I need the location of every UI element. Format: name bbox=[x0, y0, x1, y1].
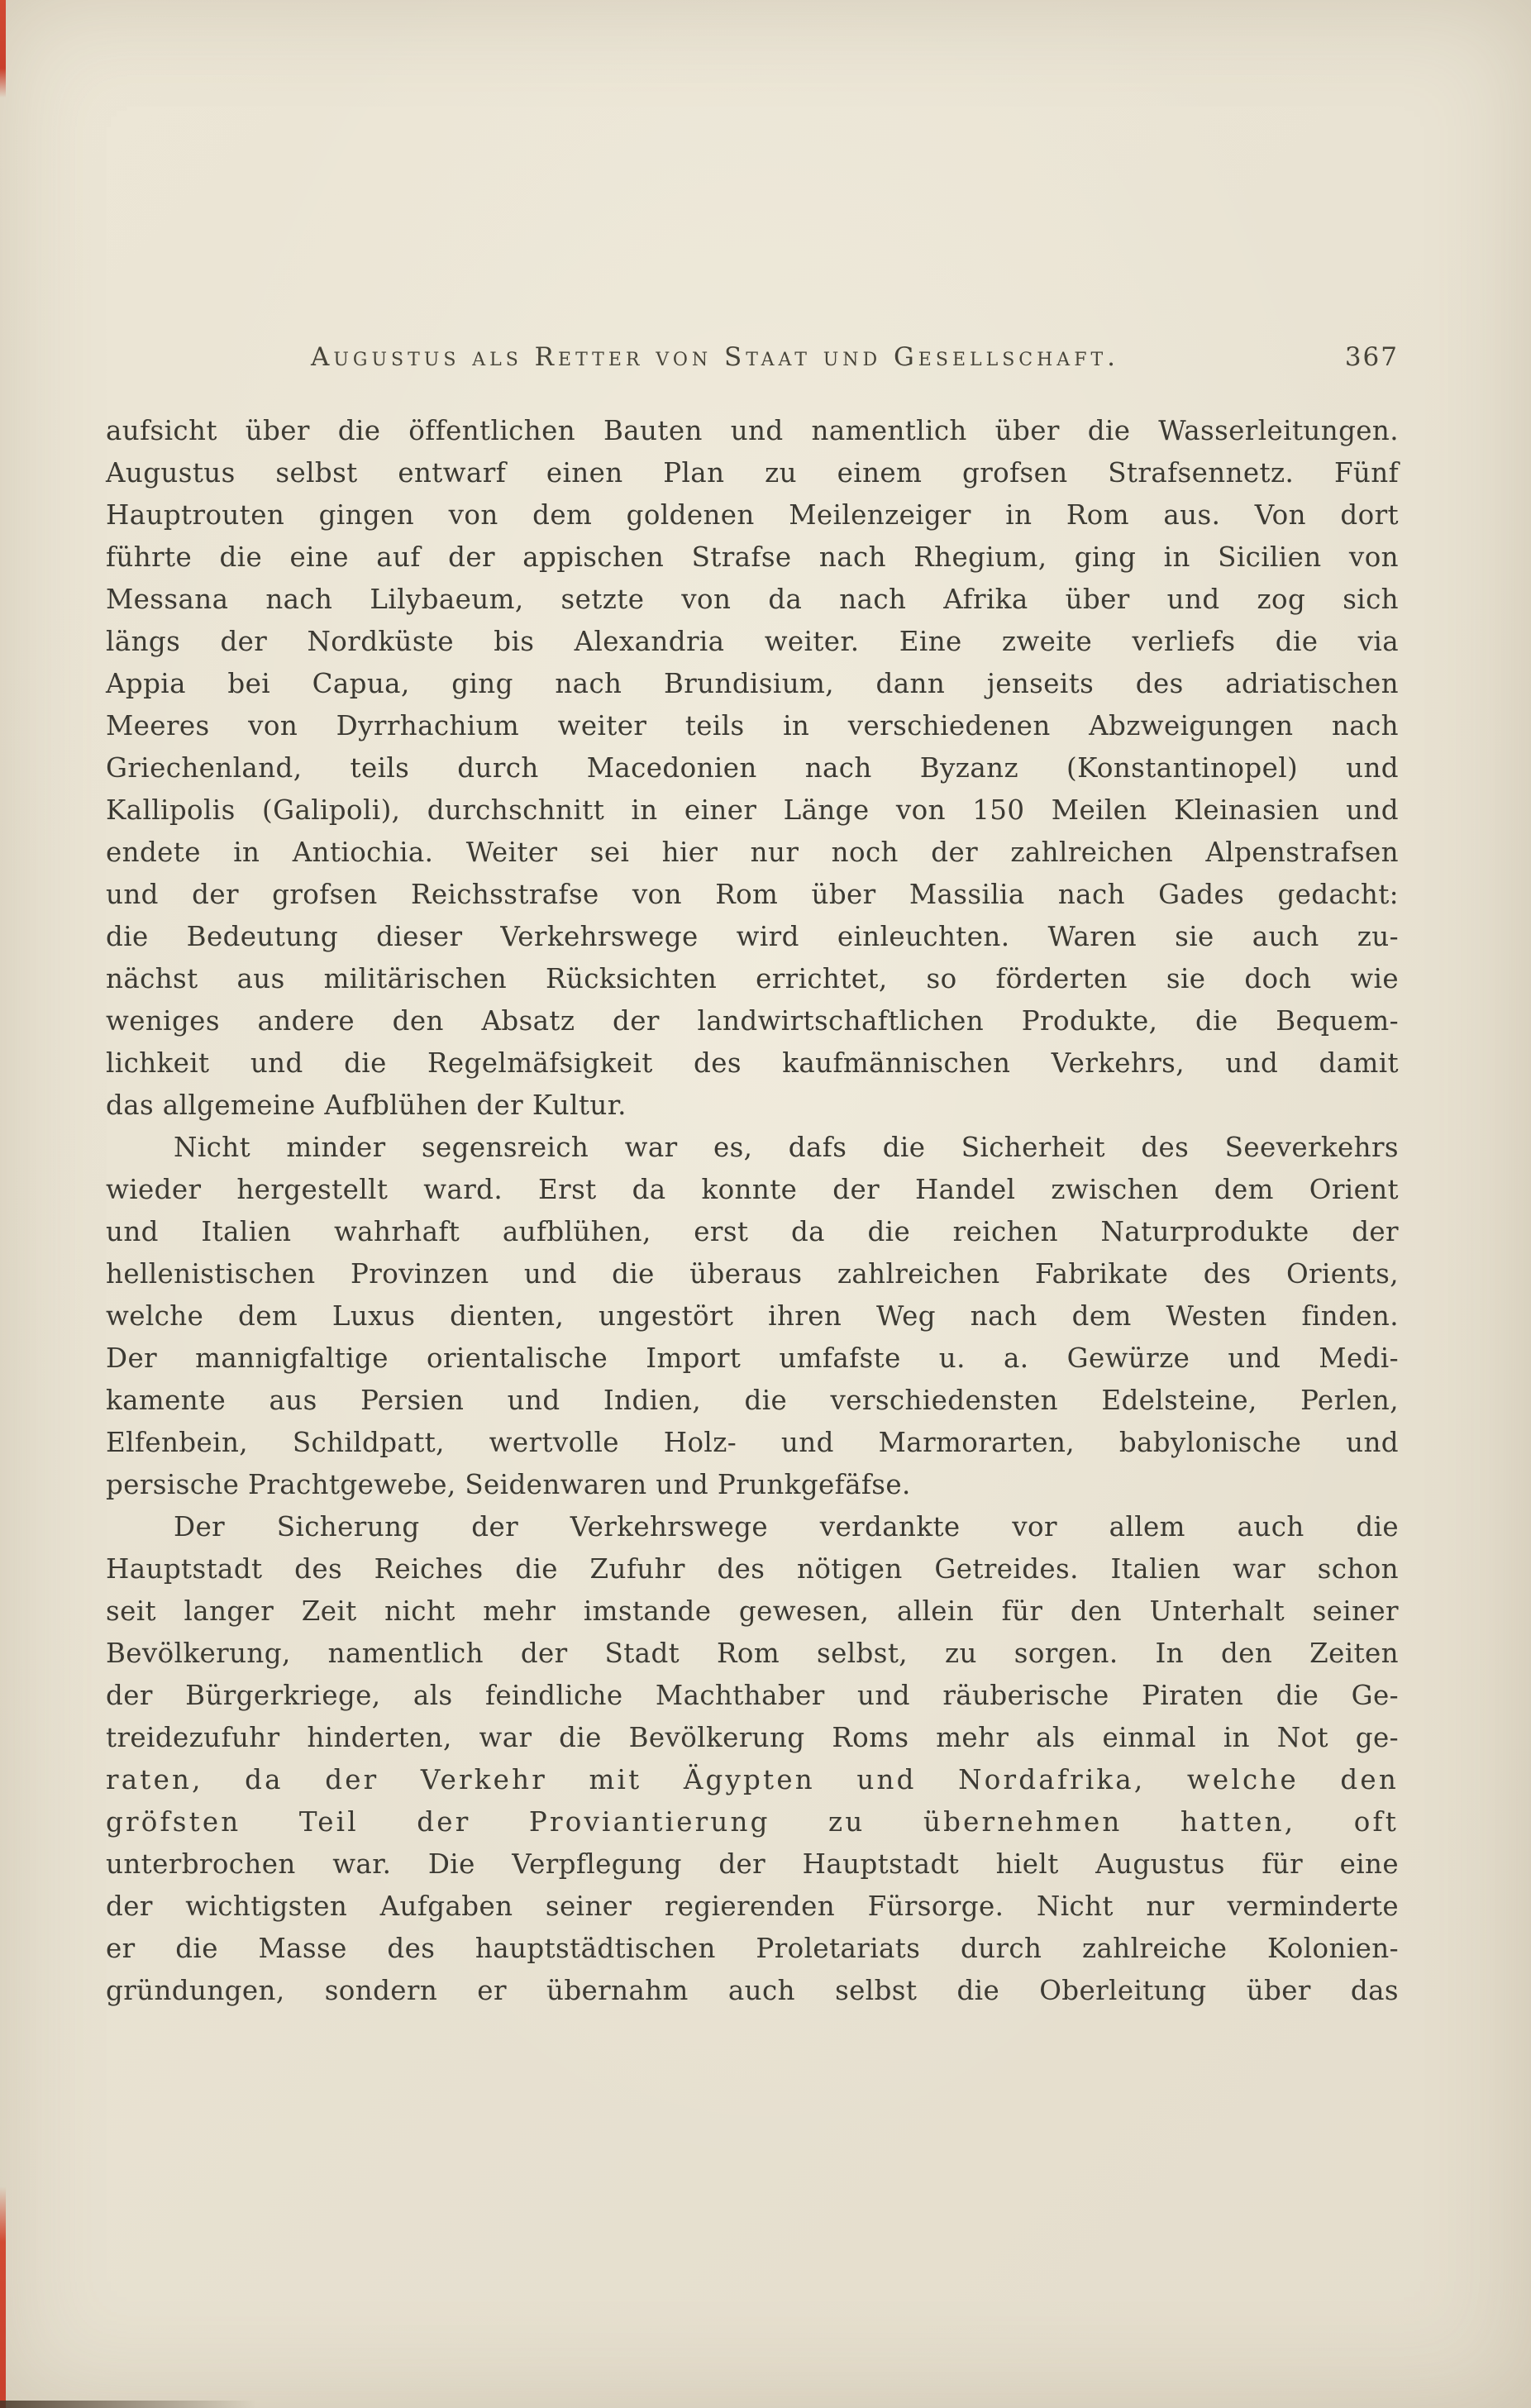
paragraph bbox=[106, 410, 1399, 1127]
text-line: das allgemeine Aufblühen der Kultur. bbox=[106, 1090, 627, 1121]
text-line: aufsicht über die öffentlichen Bauten und namentlich über die Wasserleitungen. bbox=[106, 415, 1399, 446]
text-line: welche dem Luxus dienten, ungestört ihren Weg nach dem Westen finden. bbox=[106, 1300, 1399, 1332]
text-line: die Bedeutung dieser Verkehrswege wird einleuchten. Waren sie auch zu- bbox=[106, 921, 1399, 952]
text-line: Meeres von Dyrrhachium weiter teils in verschiedenen Abzweigungen nach bbox=[106, 710, 1399, 741]
text-line: der Bürgerkriege, als feindliche Machthaber und räuberische Piraten die Ge- bbox=[106, 1680, 1399, 1711]
text-line: endete in Antiochia. Weiter sei hier nur noch der zahlreichen Alpenstrafsen bbox=[106, 837, 1399, 868]
scan-artifact-red-edge-top bbox=[0, 0, 6, 98]
text-line: treidezufuhr hinderten, war die Bevölkerung Roms mehr als einmal in Not ge- bbox=[106, 1722, 1399, 1753]
page-number: 367 bbox=[1344, 342, 1399, 372]
text-line: Griechenland, teils durch Macedonien nach Byzanz (Konstantinopel) und bbox=[106, 752, 1399, 784]
text-line: kamente aus Persien und Indien, die verschiedensten Edelsteine, Perlen, bbox=[106, 1385, 1399, 1416]
text-line: gründungen, sondern er übernahm auch selbst die Oberleitung über das bbox=[106, 1975, 1399, 2006]
scan-artifact-dark-bottom-edge bbox=[0, 2401, 256, 2408]
text-line: Augustus selbst entwarf einen Plan zu einem grofsen Strafsennetz. Fünf bbox=[106, 457, 1399, 489]
text-line: wieder hergestellt ward. Erst da konnte der Handel zwischen dem Orient bbox=[106, 1174, 1399, 1205]
text-line: Bevölkerung, namentlich der Stadt Rom selbst, zu sorgen. In den Zeiten bbox=[106, 1638, 1399, 1669]
body-text bbox=[106, 410, 1399, 2012]
text-line: der wichtigsten Aufgaben seiner regierenden Fürsorge. Nicht nur verminderte bbox=[106, 1891, 1399, 1922]
running-header-title: Augustus als Retter von Staat und Gesellschaft. bbox=[311, 342, 1119, 372]
paragraph bbox=[106, 1127, 1399, 1506]
text-line: unterbrochen war. Die Verpflegung der Hauptstadt hielt Augustus für eine bbox=[106, 1848, 1399, 1880]
paragraph bbox=[106, 1506, 1399, 2012]
text-line: längs der Nordküste bis Alexandria weiter. Eine zweite verliefs die via bbox=[106, 626, 1399, 657]
text-line: Hauptrouten gingen von dem goldenen Meilenzeiger in Rom aus. Von dort bbox=[106, 499, 1399, 531]
text-line: gröfsten Teil der Proviantierung zu übernehmen hatten, oft bbox=[106, 1806, 1399, 1838]
text-line: Appia bei Capua, ging nach Brundisium, dann jenseits des adriatischen bbox=[106, 668, 1399, 699]
text-line: und Italien wahrhaft aufblühen, erst da die reichen Naturprodukte der bbox=[106, 1216, 1399, 1247]
scan-artifact-red-edge-bottom bbox=[0, 2186, 6, 2408]
text-line: Messana nach Lilybaeum, setzte von da nach Afrika über und zog sich bbox=[106, 584, 1399, 615]
text-line: er die Masse des hauptstädtischen Proletariats durch zahlreiche Kolonien- bbox=[106, 1933, 1399, 1964]
text-line: weniges andere den Absatz der landwirtschaftlichen Produkte, die Bequem- bbox=[106, 1005, 1399, 1037]
text-line: lichkeit und die Regelmäfsigkeit des kaufmännischen Verkehrs, und damit bbox=[106, 1047, 1399, 1079]
text-line: hellenistischen Provinzen und die überaus zahlreichen Fabrikate des Orients, bbox=[106, 1258, 1399, 1290]
text-line: Kallipolis (Galipoli), durchschnitt in einer Länge von 150 Meilen Kleinasien und bbox=[106, 794, 1399, 826]
text-line: Elfenbein, Schildpatt, wertvolle Holz- und Marmorarten, babylonische und bbox=[106, 1427, 1399, 1458]
text-line: Der Sicherung der Verkehrswege verdankte vor allem auch die bbox=[174, 1511, 1399, 1543]
text-line: führte die eine auf der appischen Strafse nach Rhegium, ging in Sicilien von bbox=[106, 541, 1399, 573]
text-line: Der mannigfaltige orientalische Import umfafste u. a. Gewürze und Medi- bbox=[106, 1342, 1399, 1374]
text-line: persische Prachtgewebe, Seidenwaren und Prunkgefäfse. bbox=[106, 1469, 911, 1500]
text-line: Nicht minder segensreich war es, dafs die Sicherheit des Seeverkehrs bbox=[174, 1132, 1399, 1163]
text-line: und der grofsen Reichsstrafse von Rom über Massilia nach Gades gedacht: bbox=[106, 879, 1399, 910]
text-line: raten, da der Verkehr mit Ägypten und Nordafrika, welche den bbox=[106, 1764, 1399, 1795]
text-line: nächst aus militärischen Rücksichten errichtet, so förderten sie doch wie bbox=[106, 963, 1399, 994]
page-content bbox=[106, 342, 1399, 2012]
text-line: Hauptstadt des Reiches die Zufuhr des nötigen Getreides. Italien war schon bbox=[106, 1553, 1399, 1585]
text-line: seit langer Zeit nicht mehr imstande gewesen, allein für den Unterhalt seiner bbox=[106, 1595, 1399, 1627]
running-header bbox=[106, 342, 1399, 372]
